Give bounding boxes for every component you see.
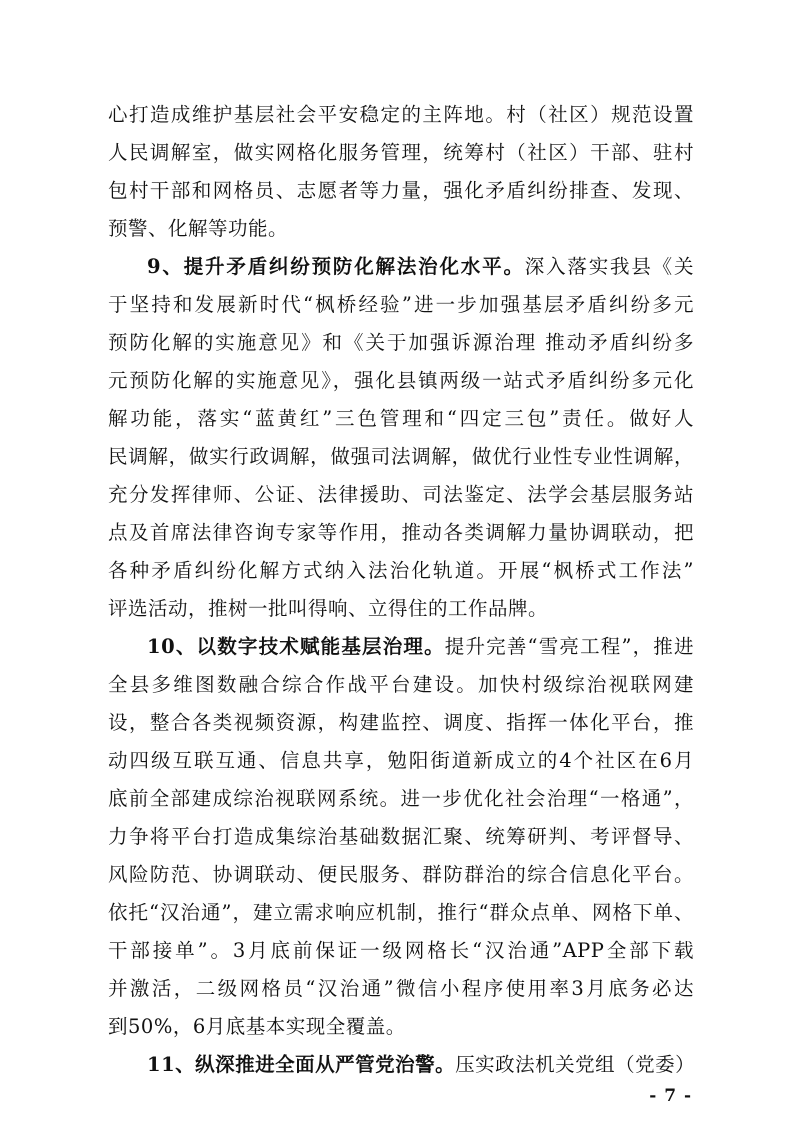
line-text: 元预防化解的实施意见》，强化县镇两级一站式矛盾纠纷多元化	[108, 369, 694, 392]
line-text: 深入落实我县《关	[524, 255, 694, 278]
line-text: 点及首席法律咨询专家等作用，推动各类调解力量协调联动，把	[108, 521, 694, 544]
text-line	[108, 101, 694, 129]
line-text: 依托“汉治通”，建立需求响应机制，推行“群众点单、网格下单、	[108, 901, 694, 924]
line-text: 心打造成维护基层社会平安稳定的主阵地。村（社区）规范设置	[108, 103, 694, 126]
line-text: 解功能，落实“蓝黄红”三色管理和“四定三包”责任。做好人	[108, 407, 694, 430]
line-text: 动四级互联互通、信息共享，勉阳街道新成立的4个社区在6月	[108, 749, 694, 772]
text-line	[108, 1013, 694, 1041]
line-text: 干部接单”。3月底前保证一级网格长“汉治通”APP全部下载	[108, 939, 694, 962]
text-line	[108, 709, 694, 737]
line-text: 风险防范、协调联动、便民服务、群防群治的综合信息化平台。	[108, 863, 694, 886]
text-line	[108, 519, 694, 547]
text-line	[108, 329, 694, 357]
text-line	[108, 747, 694, 775]
section-9-heading-line	[147, 253, 694, 281]
section-heading: 10、以数字技术赋能基层治理。	[147, 635, 445, 658]
text-line	[108, 139, 694, 167]
text-line	[108, 291, 694, 319]
line-text: 评选活动，推树一批叫得响、立得住的工作品牌。	[108, 597, 549, 620]
line-text: 提升完善“雪亮工程”，推进	[444, 635, 694, 658]
line-text: 预防化解的实施意见》和《关于加强诉源治理 推动矛盾纠纷多	[108, 331, 694, 354]
line-text: 人民调解室，做实网格化服务管理，统筹村（社区）干部、驻村	[108, 141, 694, 164]
text-line	[108, 899, 694, 927]
section-11-heading-line	[147, 1051, 694, 1079]
text-line	[108, 785, 694, 813]
line-text: 底前全部建成综治视联网系统。进一步优化社会治理“一格通”，	[108, 787, 694, 810]
line-text: 充分发挥律师、公证、法律援助、司法鉴定、法学会基层服务站	[108, 483, 694, 506]
text-line	[108, 823, 694, 851]
text-line	[108, 405, 694, 433]
text-line	[108, 481, 694, 509]
text-line	[108, 215, 694, 243]
text-line	[108, 367, 694, 395]
line-text: 包村干部和网格员、志愿者等力量，强化矛盾纠纷排查、发现、	[108, 179, 694, 202]
line-text: 压实政法机关党组（党委）	[455, 1053, 696, 1076]
line-text: 民调解，做实行政调解，做强司法调解，做优行业性专业性调解，	[108, 445, 694, 468]
text-line	[108, 443, 694, 471]
line-text: 到50%，6月底基本实现全覆盖。	[108, 1015, 406, 1038]
text-line	[108, 937, 694, 965]
line-text: 于坚持和发展新时代“枫桥经验”进一步加强基层矛盾纠纷多元	[108, 293, 694, 316]
text-line	[108, 861, 694, 889]
line-text: 并激活，二级网格员“汉治通”微信小程序使用率3月底务必达	[108, 977, 694, 1000]
line-text: 全县多维图数融合综合作战平台建设。加快村级综治视联网建	[108, 673, 694, 696]
text-line	[108, 595, 694, 623]
text-line	[108, 177, 694, 205]
section-heading: 9、提升矛盾纠纷预防化解法治化水平。	[147, 255, 525, 278]
text-line	[108, 557, 694, 585]
line-text: 设，整合各类视频资源，构建监控、调度、指挥一体化平台，推	[108, 711, 694, 734]
section-10-heading-line	[147, 633, 694, 661]
text-line	[108, 975, 694, 1003]
line-text: 力争将平台打造成集综治基础数据汇聚、统筹研判、考评督导、	[108, 825, 694, 848]
line-text: 各种矛盾纠纷化解方式纳入法治化轨道。开展“枫桥式工作法”	[108, 559, 694, 582]
section-heading: 11、纵深推进全面从严管党治警。	[147, 1053, 456, 1076]
page-number: - 7 -	[649, 1086, 692, 1106]
line-text: 预警、化解等功能。	[108, 217, 289, 240]
text-line	[108, 671, 694, 699]
